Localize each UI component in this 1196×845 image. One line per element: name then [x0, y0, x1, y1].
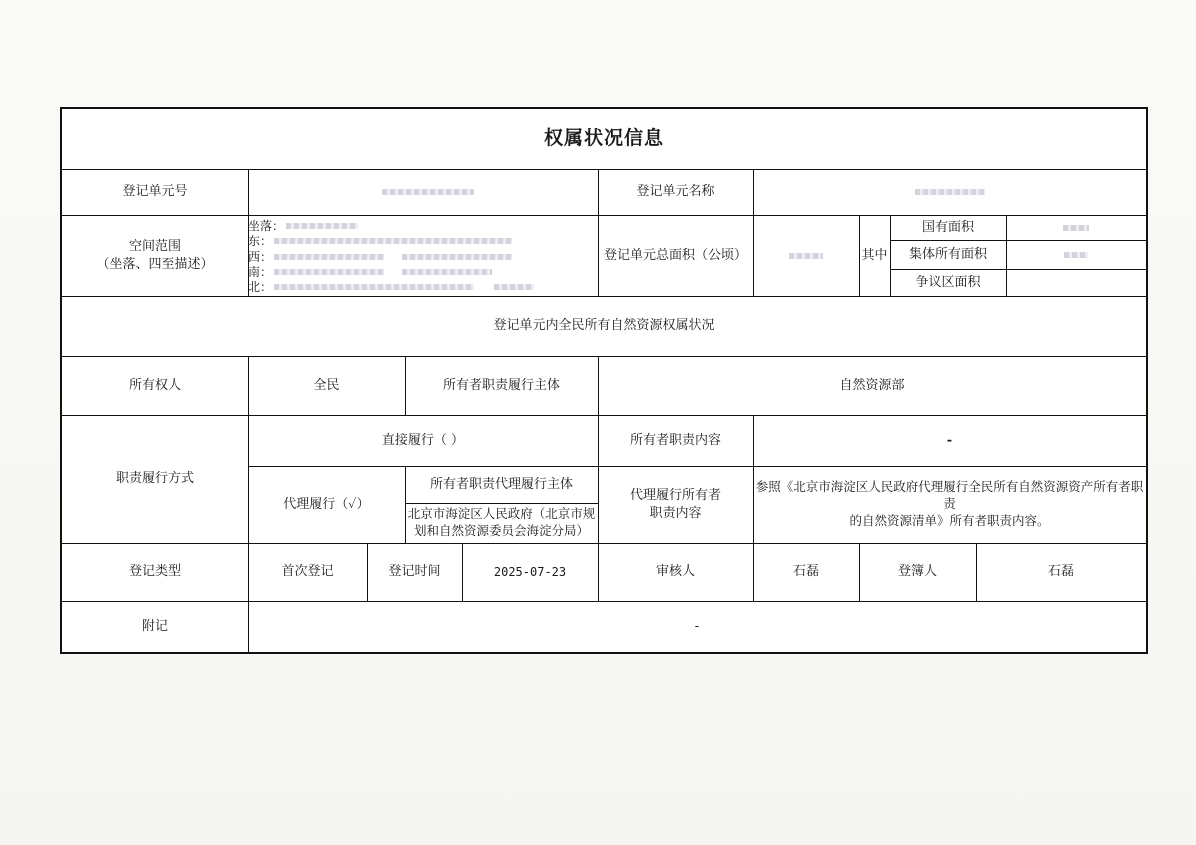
- direct-performance: 直接履行（ ）: [381, 432, 465, 448]
- space-scope-label: [62, 215, 248, 296]
- agent-content-label-line2: 职责内容: [649, 505, 702, 521]
- agent-subject-value: [405, 503, 598, 543]
- location-label: 坐落：: [248, 219, 285, 233]
- agent-subject-label: 所有者职责代理履行主体: [429, 476, 573, 492]
- state-area-label: 国有面积: [921, 219, 974, 235]
- recorder-value: 石磊: [1047, 564, 1074, 580]
- unit-name-value-redacted: [753, 169, 1146, 215]
- disputed-area-label: 争议区面积: [915, 274, 981, 290]
- registration-type-label: 登记类型: [128, 564, 181, 580]
- agent-subject-line1: 北京市海淀区人民政府（北京市规: [407, 506, 596, 522]
- owner-label: 所有权人: [128, 377, 181, 393]
- registration-time-label: 登记时间: [388, 564, 441, 580]
- address-north: [248, 281, 534, 293]
- registration-time-value: 2025-07-23: [493, 564, 567, 579]
- registration-type-value: 首次登记: [281, 564, 334, 580]
- duty-content-value: -: [946, 432, 953, 448]
- recorder-label: 登簿人: [897, 564, 937, 580]
- space-scope-label-line1: 空间范围: [128, 238, 181, 254]
- note-value: -: [694, 618, 700, 634]
- unit-number-value-redacted: [248, 169, 598, 215]
- unit-number-label: 登记单元号: [122, 184, 188, 200]
- total-area-label: 登记单元总面积（公顷）: [603, 247, 747, 263]
- unit-name-label: 登记单元名称: [636, 184, 715, 200]
- agent-content-label: [598, 466, 753, 543]
- south-label: 南：: [248, 265, 273, 279]
- space-scope-label-line2: （坐落、四至描述）: [96, 256, 214, 272]
- agent-content-value: [753, 466, 1146, 543]
- address-west: [248, 251, 512, 263]
- duty-content-label: 所有者职责内容: [629, 432, 721, 448]
- collective-area-label: 集体所有面积: [908, 246, 987, 262]
- collective-area-value-redacted: [1006, 240, 1146, 269]
- agent-content-label-line1: 代理履行所有者: [629, 487, 721, 503]
- duty-mode-label: 职责履行方式: [115, 471, 194, 487]
- duty-subject-label: 所有者职责履行主体: [442, 377, 560, 393]
- reviewer-value: 石磊: [792, 564, 819, 580]
- total-area-value-redacted: [753, 215, 859, 296]
- owner-value: 全民: [313, 377, 340, 393]
- address-location: [248, 220, 358, 232]
- address-south: [248, 266, 492, 278]
- note-label: 附记: [141, 618, 168, 634]
- agent-content-line2: 的自然资源清单》所有者职责内容。: [849, 512, 1050, 528]
- among-label: 其中: [861, 247, 888, 263]
- ownership-info-table: [60, 107, 1148, 654]
- section-heading: 登记单元内全民所有自然资源权属状况: [493, 318, 715, 334]
- agent-content-line1: 参照《北京市海淀区人民政府代理履行全民所有自然资源资产所有者职责: [755, 479, 1144, 512]
- reviewer-label: 审核人: [655, 564, 695, 580]
- address-east: [248, 235, 512, 247]
- west-label: 西：: [248, 250, 273, 264]
- duty-subject-value: 自然资源部: [839, 377, 905, 393]
- east-label: 东：: [248, 234, 273, 248]
- disputed-area-value: [1006, 269, 1146, 296]
- state-area-value-redacted: [1006, 215, 1146, 240]
- north-label: 北：: [248, 280, 273, 294]
- agent-subject-line2: 划和自然资源委员会海淀分局）: [413, 523, 589, 538]
- agent-performance: 代理履行（✓）: [283, 496, 370, 512]
- page-title: 权属状况信息: [543, 127, 664, 150]
